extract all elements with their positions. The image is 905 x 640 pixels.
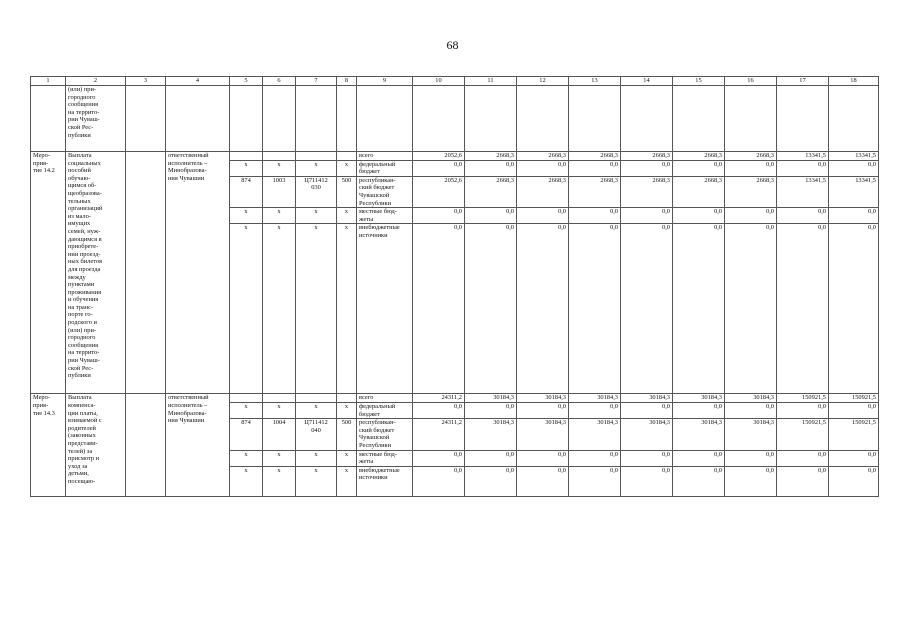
column-number: 2 bbox=[66, 77, 126, 86]
budget-value: 0,0 bbox=[465, 224, 517, 394]
budget-value: 0,0 bbox=[777, 160, 829, 176]
budget-value: 13341,5 bbox=[777, 176, 829, 207]
column-number: 10 bbox=[413, 77, 465, 86]
budget-value: 2668,3 bbox=[673, 176, 725, 207]
funding-source: всего bbox=[357, 394, 413, 403]
table-row bbox=[31, 394, 879, 403]
table-body bbox=[31, 77, 879, 497]
budget-value: 2668,3 bbox=[517, 176, 569, 207]
budget-value: 30184,3 bbox=[569, 394, 621, 403]
target-article-code: x bbox=[296, 450, 337, 466]
expense-type-code: x bbox=[337, 160, 357, 176]
funding-source: федеральный бюджет bbox=[357, 402, 413, 418]
column-number: 4 bbox=[166, 77, 230, 86]
measure-name-continued: (или) при- городного сообщения на террито- рии Чуваш- ской Рес- публики bbox=[66, 86, 126, 152]
grbs-code: x bbox=[230, 450, 263, 466]
continuation-row bbox=[31, 86, 879, 152]
budget-value: 2668,3 bbox=[621, 176, 673, 207]
budget-value: 0,0 bbox=[569, 450, 621, 466]
budget-value: 0,0 bbox=[725, 224, 777, 394]
empty-cell bbox=[465, 86, 517, 152]
expense-type-code: x bbox=[337, 224, 357, 394]
target-article-code: x bbox=[296, 466, 337, 496]
budget-value: 0,0 bbox=[673, 160, 725, 176]
budget-value: 2668,3 bbox=[465, 176, 517, 207]
budget-value: 0,0 bbox=[517, 466, 569, 496]
measure-label: Меро- прия- тие 14.3 bbox=[31, 394, 66, 496]
budget-value: 2668,3 bbox=[517, 152, 569, 161]
budget-value: 0,0 bbox=[829, 466, 879, 496]
executor: ответственный исполнитель – Минобразова- ния Чувашии bbox=[166, 394, 230, 496]
empty-cell bbox=[337, 86, 357, 152]
budget-value: 0,0 bbox=[829, 402, 879, 418]
budget-value: 0,0 bbox=[569, 402, 621, 418]
budget-value: 30184,3 bbox=[621, 394, 673, 403]
budget-value: 0,0 bbox=[777, 208, 829, 224]
column-number: 7 bbox=[296, 77, 337, 86]
budget-value: 30184,3 bbox=[621, 419, 673, 450]
budget-value: 0,0 bbox=[829, 224, 879, 394]
budget-value: 0,0 bbox=[777, 450, 829, 466]
executor: ответственный исполнитель – Минобразова- ния Чувашии bbox=[166, 152, 230, 394]
budget-value: 13341,5 bbox=[777, 152, 829, 161]
budget-table bbox=[30, 76, 879, 497]
target-article-code: Ц711412 040 bbox=[296, 419, 337, 450]
budget-value: 30184,3 bbox=[569, 419, 621, 450]
budget-value: 0,0 bbox=[829, 208, 879, 224]
funding-source: республикан- ский бюджет Чувашской Республики bbox=[357, 176, 413, 207]
budget-value: 0,0 bbox=[465, 208, 517, 224]
grbs-code: x bbox=[230, 208, 263, 224]
budget-value: 0,0 bbox=[725, 402, 777, 418]
expense-type-code bbox=[337, 394, 357, 403]
budget-value: 0,0 bbox=[725, 160, 777, 176]
target-article-code: x bbox=[296, 402, 337, 418]
budget-value: 0,0 bbox=[673, 224, 725, 394]
budget-value: 13341,5 bbox=[829, 176, 879, 207]
empty-cell bbox=[829, 86, 879, 152]
budget-value: 24311,2 bbox=[413, 419, 465, 450]
funding-source: местные бюд- жеты bbox=[357, 450, 413, 466]
column-number: 16 bbox=[725, 77, 777, 86]
budget-value: 0,0 bbox=[725, 450, 777, 466]
budget-value: 0,0 bbox=[725, 466, 777, 496]
budget-value: 0,0 bbox=[621, 208, 673, 224]
budget-value: 0,0 bbox=[777, 402, 829, 418]
budget-value: 2668,3 bbox=[465, 152, 517, 161]
funding-source: внебюджетные источники bbox=[357, 224, 413, 394]
section-code bbox=[263, 394, 296, 403]
empty-cell bbox=[413, 86, 465, 152]
expense-type-code: 500 bbox=[337, 419, 357, 450]
column-number: 11 bbox=[465, 77, 517, 86]
budget-value: 0,0 bbox=[725, 208, 777, 224]
budget-value: 0,0 bbox=[777, 224, 829, 394]
budget-value: 2052,6 bbox=[413, 152, 465, 161]
budget-value: 150921,5 bbox=[777, 419, 829, 450]
measure-name: Выплата компенса- ции платы, взимаемой с родителей (законных представи- телей) за присмотр и уход за детьми, посещаю- bbox=[66, 394, 126, 496]
empty-cell bbox=[166, 86, 230, 152]
empty-cell bbox=[31, 86, 66, 152]
grbs-code bbox=[230, 394, 263, 403]
budget-value: 2668,3 bbox=[725, 152, 777, 161]
empty-cell bbox=[126, 394, 166, 496]
funding-source: местные бюд- жеты bbox=[357, 208, 413, 224]
budget-value: 0,0 bbox=[621, 402, 673, 418]
budget-value: 0,0 bbox=[777, 466, 829, 496]
grbs-code: x bbox=[230, 160, 263, 176]
budget-value: 2668,3 bbox=[569, 176, 621, 207]
section-code: x bbox=[263, 402, 296, 418]
budget-value: 30184,3 bbox=[465, 394, 517, 403]
column-number: 14 bbox=[621, 77, 673, 86]
budget-value: 0,0 bbox=[517, 208, 569, 224]
empty-cell bbox=[296, 86, 337, 152]
budget-value: 0,0 bbox=[673, 402, 725, 418]
section-code bbox=[263, 152, 296, 161]
budget-value: 0,0 bbox=[465, 160, 517, 176]
empty-cell bbox=[621, 86, 673, 152]
budget-value: 2668,3 bbox=[569, 152, 621, 161]
budget-value: 2668,3 bbox=[621, 152, 673, 161]
budget-value: 0,0 bbox=[621, 450, 673, 466]
budget-value: 0,0 bbox=[517, 224, 569, 394]
grbs-code bbox=[230, 152, 263, 161]
budget-value: 13341,5 bbox=[829, 152, 879, 161]
table-row bbox=[31, 152, 879, 161]
empty-cell bbox=[777, 86, 829, 152]
funding-source: внебюджетные источники bbox=[357, 466, 413, 496]
budget-value: 0,0 bbox=[413, 450, 465, 466]
budget-value: 30184,3 bbox=[725, 394, 777, 403]
funding-source: федеральный бюджет bbox=[357, 160, 413, 176]
budget-value: 0,0 bbox=[517, 402, 569, 418]
expense-type-code: x bbox=[337, 208, 357, 224]
budget-value: 0,0 bbox=[413, 402, 465, 418]
empty-cell bbox=[263, 86, 296, 152]
section-code: 1003 bbox=[263, 176, 296, 207]
section-code: x bbox=[263, 450, 296, 466]
column-number: 8 bbox=[337, 77, 357, 86]
budget-value: 0,0 bbox=[569, 160, 621, 176]
empty-cell bbox=[517, 86, 569, 152]
section-code: x bbox=[263, 208, 296, 224]
budget-value: 150921,5 bbox=[829, 419, 879, 450]
column-number: 17 bbox=[777, 77, 829, 86]
empty-cell bbox=[725, 86, 777, 152]
budget-value: 0,0 bbox=[673, 208, 725, 224]
budget-value: 0,0 bbox=[673, 466, 725, 496]
grbs-code: x bbox=[230, 224, 263, 394]
budget-value: 0,0 bbox=[413, 466, 465, 496]
empty-cell bbox=[230, 86, 263, 152]
budget-value: 0,0 bbox=[413, 160, 465, 176]
target-article-code bbox=[296, 394, 337, 403]
grbs-code: 874 bbox=[230, 176, 263, 207]
empty-cell bbox=[126, 86, 166, 152]
expense-type-code: x bbox=[337, 466, 357, 496]
budget-value: 0,0 bbox=[465, 402, 517, 418]
budget-value: 0,0 bbox=[621, 466, 673, 496]
budget-value: 30184,3 bbox=[517, 394, 569, 403]
expense-type-code bbox=[337, 152, 357, 161]
measure-name: Выплата социальных пособий обучаю- щимся об- щеобразова- тельных организаций из мало- имущих семей, нуж- дающимся в приобрете- нии проезд- ных билетов для проезда между пунктами проживания и обучения на транс- порте го- родского и (или) при- городного сообщения на террито- рии Чуваш- ской Рес- публики bbox=[66, 152, 126, 394]
budget-value: 0,0 bbox=[569, 466, 621, 496]
budget-value: 0,0 bbox=[413, 208, 465, 224]
budget-value: 0,0 bbox=[829, 450, 879, 466]
budget-value: 0,0 bbox=[829, 160, 879, 176]
budget-value: 2052,6 bbox=[413, 176, 465, 207]
measure-label: Меро- прия- тие 14.2 bbox=[31, 152, 66, 394]
budget-value: 0,0 bbox=[673, 450, 725, 466]
target-article-code: x bbox=[296, 224, 337, 394]
target-article-code: x bbox=[296, 208, 337, 224]
column-number: 13 bbox=[569, 77, 621, 86]
budget-value: 30184,3 bbox=[673, 394, 725, 403]
budget-value: 0,0 bbox=[517, 450, 569, 466]
column-number-row bbox=[31, 77, 879, 86]
target-article-code: Ц711412 030 bbox=[296, 176, 337, 207]
budget-value: 2668,3 bbox=[725, 176, 777, 207]
expense-type-code: x bbox=[337, 450, 357, 466]
empty-cell bbox=[673, 86, 725, 152]
budget-value: 30184,3 bbox=[673, 419, 725, 450]
budget-value: 0,0 bbox=[517, 160, 569, 176]
budget-value: 30184,3 bbox=[725, 419, 777, 450]
budget-value: 150921,5 bbox=[777, 394, 829, 403]
budget-value: 0,0 bbox=[465, 450, 517, 466]
target-article-code bbox=[296, 152, 337, 161]
section-code: x bbox=[263, 466, 296, 496]
empty-cell bbox=[357, 86, 413, 152]
budget-value: 30184,3 bbox=[517, 419, 569, 450]
funding-source: всего bbox=[357, 152, 413, 161]
column-number: 9 bbox=[357, 77, 413, 86]
grbs-code: 874 bbox=[230, 419, 263, 450]
column-number: 15 bbox=[673, 77, 725, 86]
expense-type-code: 500 bbox=[337, 176, 357, 207]
budget-value: 0,0 bbox=[569, 208, 621, 224]
budget-value: 150921,5 bbox=[829, 394, 879, 403]
budget-value: 0,0 bbox=[621, 224, 673, 394]
column-number: 1 bbox=[31, 77, 66, 86]
budget-value: 30184,3 bbox=[465, 419, 517, 450]
budget-value: 0,0 bbox=[413, 224, 465, 394]
section-code: 1004 bbox=[263, 419, 296, 450]
grbs-code: x bbox=[230, 466, 263, 496]
section-code: x bbox=[263, 224, 296, 394]
column-number: 18 bbox=[829, 77, 879, 86]
funding-source: республикан- ский бюджет Чувашской Республики bbox=[357, 419, 413, 450]
empty-cell bbox=[126, 152, 166, 394]
section-code: x bbox=[263, 160, 296, 176]
budget-value: 24311,2 bbox=[413, 394, 465, 403]
page-number: 68 bbox=[446, 38, 459, 52]
target-article-code: x bbox=[296, 160, 337, 176]
expense-type-code: x bbox=[337, 402, 357, 418]
empty-cell bbox=[569, 86, 621, 152]
budget-value: 0,0 bbox=[465, 466, 517, 496]
budget-value: 2668,3 bbox=[673, 152, 725, 161]
budget-value: 0,0 bbox=[569, 224, 621, 394]
column-number: 12 bbox=[517, 77, 569, 86]
column-number: 5 bbox=[230, 77, 263, 86]
column-number: 3 bbox=[126, 77, 166, 86]
budget-value: 0,0 bbox=[621, 160, 673, 176]
column-number: 6 bbox=[263, 77, 296, 86]
grbs-code: x bbox=[230, 402, 263, 418]
